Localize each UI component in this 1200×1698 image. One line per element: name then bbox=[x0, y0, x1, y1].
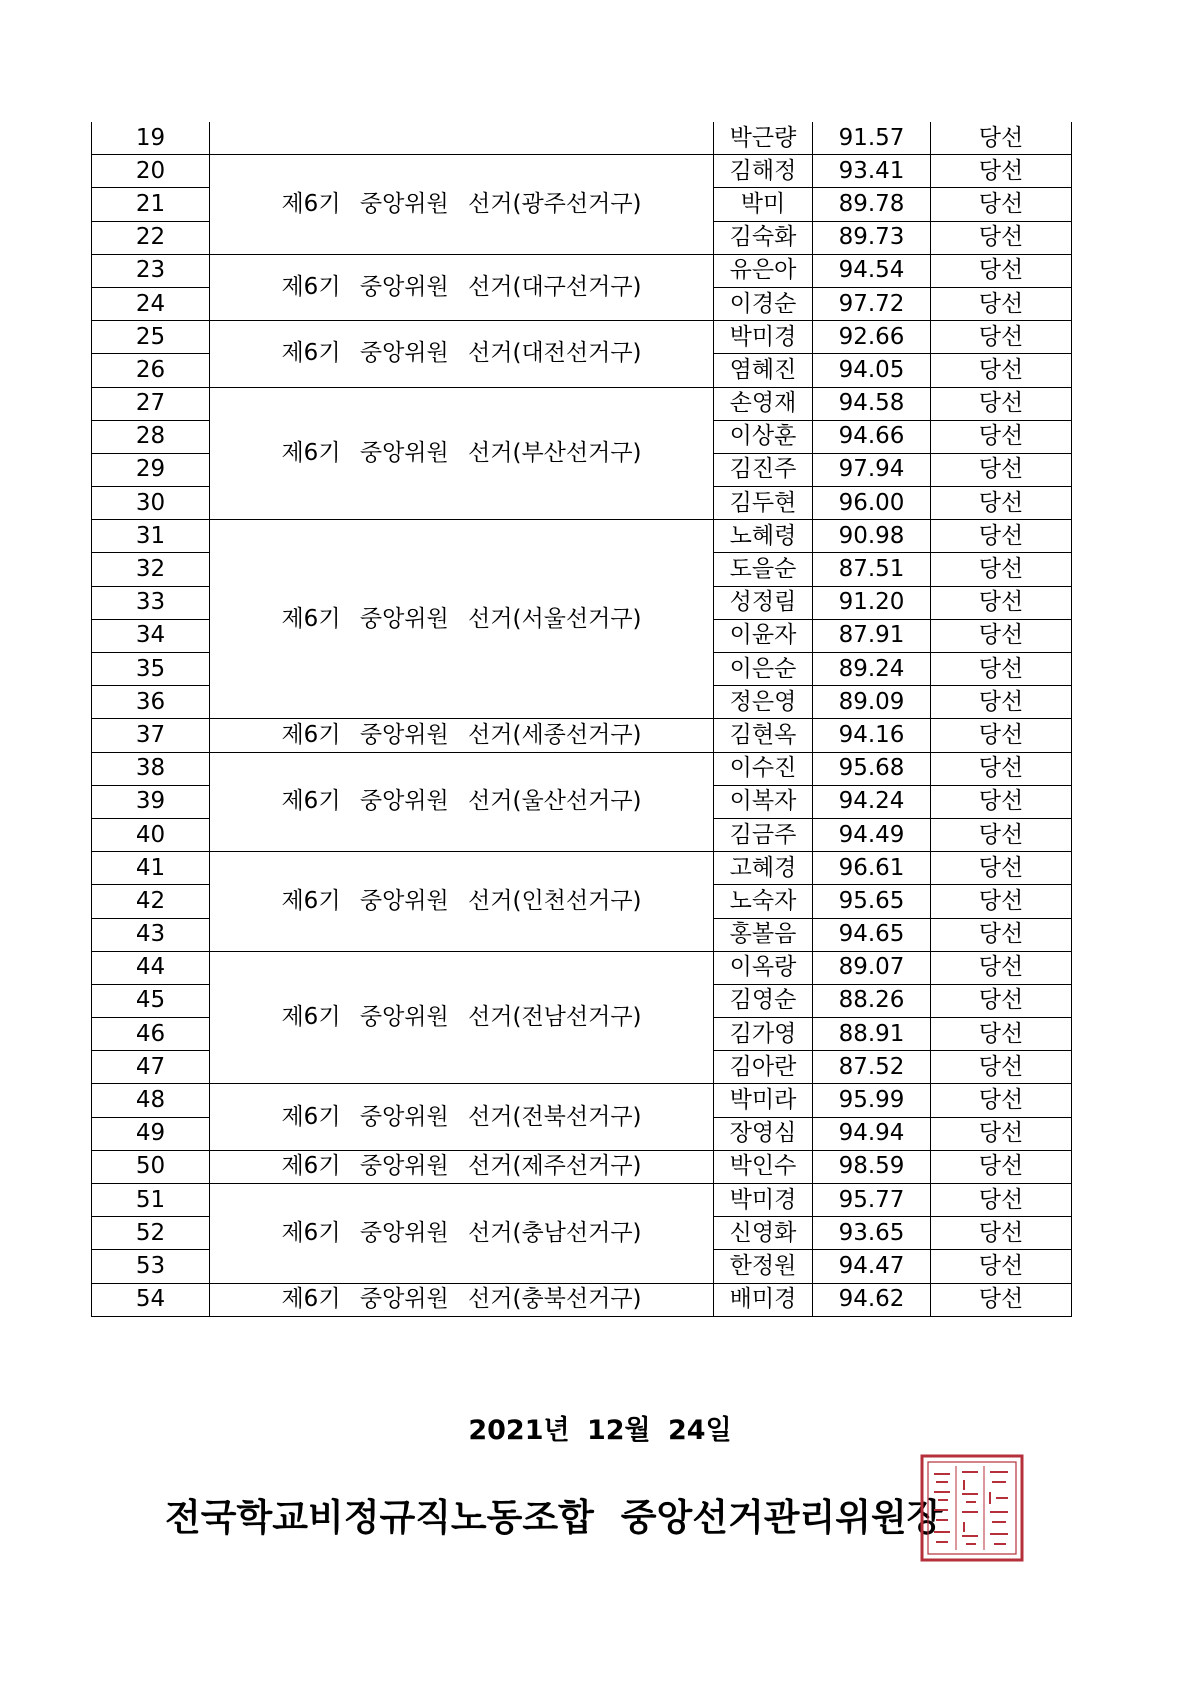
candidate-name: 김가영 bbox=[714, 1018, 813, 1051]
election-result: 당선 bbox=[931, 553, 1072, 586]
election-result: 당선 bbox=[931, 254, 1072, 287]
candidate-name: 노혜령 bbox=[714, 520, 813, 553]
election-result: 당선 bbox=[931, 818, 1072, 851]
table-row bbox=[92, 1184, 1072, 1217]
vote-rate: 94.47 bbox=[813, 1250, 931, 1283]
candidate-name: 유은아 bbox=[714, 254, 813, 287]
election-result: 당선 bbox=[931, 719, 1072, 752]
election-result: 당선 bbox=[931, 520, 1072, 553]
election-result: 당선 bbox=[931, 1217, 1072, 1250]
vote-rate: 89.24 bbox=[813, 653, 931, 686]
row-number: 28 bbox=[92, 420, 210, 453]
vote-rate: 94.94 bbox=[813, 1117, 931, 1150]
vote-rate: 95.68 bbox=[813, 752, 931, 785]
candidate-name: 김숙화 bbox=[714, 221, 813, 254]
vote-rate: 95.77 bbox=[813, 1184, 931, 1217]
candidate-name: 김영순 bbox=[714, 984, 813, 1017]
row-number: 38 bbox=[92, 752, 210, 785]
election-result: 당선 bbox=[931, 984, 1072, 1017]
table-row bbox=[92, 719, 1072, 752]
candidate-name: 노숙자 bbox=[714, 885, 813, 918]
candidate-name: 홍볼음 bbox=[714, 918, 813, 951]
row-number: 44 bbox=[92, 951, 210, 984]
issuer-signature: 전국학교비정규직노동조합 중앙선거관리위원장 bbox=[165, 1496, 943, 1539]
election-result: 당선 bbox=[931, 387, 1072, 420]
election-name: 제6기 중앙위원 선거(인천선거구) bbox=[210, 852, 714, 952]
candidate-name: 손영재 bbox=[714, 387, 813, 420]
row-number: 33 bbox=[92, 586, 210, 619]
vote-rate: 98.59 bbox=[813, 1150, 931, 1183]
vote-rate: 95.65 bbox=[813, 885, 931, 918]
election-results-table bbox=[91, 122, 1072, 1317]
election-name: 제6기 중앙위원 선거(충북선거구) bbox=[210, 1283, 714, 1316]
vote-rate: 94.16 bbox=[813, 719, 931, 752]
row-number: 20 bbox=[92, 155, 210, 188]
election-result: 당선 bbox=[931, 453, 1072, 486]
candidate-name: 이복자 bbox=[714, 785, 813, 818]
candidate-name: 정은영 bbox=[714, 686, 813, 719]
candidate-name: 고혜경 bbox=[714, 852, 813, 885]
candidate-name: 이윤자 bbox=[714, 619, 813, 652]
vote-rate: 97.72 bbox=[813, 287, 931, 320]
table-row bbox=[92, 254, 1072, 287]
vote-rate: 95.99 bbox=[813, 1084, 931, 1117]
row-number: 42 bbox=[92, 885, 210, 918]
table-row bbox=[92, 852, 1072, 885]
candidate-name: 김금주 bbox=[714, 818, 813, 851]
row-number: 37 bbox=[92, 719, 210, 752]
candidate-name: 박근량 bbox=[714, 122, 813, 155]
vote-rate: 94.58 bbox=[813, 387, 931, 420]
official-seal-stamp-icon bbox=[918, 1452, 1026, 1564]
vote-rate: 87.52 bbox=[813, 1051, 931, 1084]
election-name: 제6기 중앙위원 선거(전남선거구) bbox=[210, 951, 714, 1084]
election-result: 당선 bbox=[931, 1084, 1072, 1117]
candidate-name: 이상훈 bbox=[714, 420, 813, 453]
election-result: 당선 bbox=[931, 188, 1072, 221]
candidate-name: 성정림 bbox=[714, 586, 813, 619]
vote-rate: 87.51 bbox=[813, 553, 931, 586]
row-number: 46 bbox=[92, 1018, 210, 1051]
vote-rate: 90.98 bbox=[813, 520, 931, 553]
vote-rate: 93.65 bbox=[813, 1217, 931, 1250]
election-result: 당선 bbox=[931, 653, 1072, 686]
vote-rate: 94.65 bbox=[813, 918, 931, 951]
election-result: 당선 bbox=[931, 487, 1072, 520]
vote-rate: 93.41 bbox=[813, 155, 931, 188]
election-result: 당선 bbox=[931, 321, 1072, 354]
election-result: 당선 bbox=[931, 951, 1072, 984]
election-result: 당선 bbox=[931, 1250, 1072, 1283]
table-row bbox=[92, 122, 1072, 155]
election-result: 당선 bbox=[931, 122, 1072, 155]
row-number: 52 bbox=[92, 1217, 210, 1250]
election-name: 제6기 중앙위원 선거(울산선거구) bbox=[210, 752, 714, 852]
vote-rate: 96.00 bbox=[813, 487, 931, 520]
election-result: 당선 bbox=[931, 1283, 1072, 1316]
election-name: 제6기 중앙위원 선거(광주선거구) bbox=[210, 155, 714, 255]
election-name: 제6기 중앙위원 선거(대구선거구) bbox=[210, 254, 714, 320]
election-result: 당선 bbox=[931, 1051, 1072, 1084]
election-result: 당선 bbox=[931, 586, 1072, 619]
election-name: 제6기 중앙위원 선거(제주선거구) bbox=[210, 1150, 714, 1183]
row-number: 22 bbox=[92, 221, 210, 254]
election-name: 제6기 중앙위원 선거(서울선거구) bbox=[210, 520, 714, 719]
row-number: 26 bbox=[92, 354, 210, 387]
row-number: 47 bbox=[92, 1051, 210, 1084]
row-number: 32 bbox=[92, 553, 210, 586]
election-result: 당선 bbox=[931, 852, 1072, 885]
election-result: 당선 bbox=[931, 1018, 1072, 1051]
row-number: 34 bbox=[92, 619, 210, 652]
election-result: 당선 bbox=[931, 752, 1072, 785]
row-number: 35 bbox=[92, 653, 210, 686]
election-name: 제6기 중앙위원 선거(전북선거구) bbox=[210, 1084, 714, 1150]
row-number: 27 bbox=[92, 387, 210, 420]
election-name: 제6기 중앙위원 선거(부산선거구) bbox=[210, 387, 714, 520]
candidate-name: 도을순 bbox=[714, 553, 813, 586]
candidate-name: 이경순 bbox=[714, 287, 813, 320]
election-result: 당선 bbox=[931, 918, 1072, 951]
election-name bbox=[210, 122, 714, 155]
election-result: 당선 bbox=[931, 686, 1072, 719]
row-number: 36 bbox=[92, 686, 210, 719]
vote-rate: 94.05 bbox=[813, 354, 931, 387]
vote-rate: 87.91 bbox=[813, 619, 931, 652]
vote-rate: 92.66 bbox=[813, 321, 931, 354]
vote-rate: 89.73 bbox=[813, 221, 931, 254]
candidate-name: 김두현 bbox=[714, 487, 813, 520]
table-row bbox=[92, 1150, 1072, 1183]
vote-rate: 94.49 bbox=[813, 818, 931, 851]
vote-rate: 88.91 bbox=[813, 1018, 931, 1051]
vote-rate: 91.57 bbox=[813, 122, 931, 155]
row-number: 54 bbox=[92, 1283, 210, 1316]
vote-rate: 89.07 bbox=[813, 951, 931, 984]
table-row bbox=[92, 155, 1072, 188]
election-result: 당선 bbox=[931, 885, 1072, 918]
row-number: 43 bbox=[92, 918, 210, 951]
table-row bbox=[92, 951, 1072, 984]
candidate-name: 박미 bbox=[714, 188, 813, 221]
table-row bbox=[92, 1283, 1072, 1316]
candidate-name: 이옥랑 bbox=[714, 951, 813, 984]
candidate-name: 신영화 bbox=[714, 1217, 813, 1250]
election-result: 당선 bbox=[931, 354, 1072, 387]
row-number: 25 bbox=[92, 321, 210, 354]
election-name: 제6기 중앙위원 선거(충남선거구) bbox=[210, 1184, 714, 1284]
table-row bbox=[92, 520, 1072, 553]
row-number: 24 bbox=[92, 287, 210, 320]
vote-rate: 88.26 bbox=[813, 984, 931, 1017]
candidate-name: 이은순 bbox=[714, 653, 813, 686]
candidate-name: 김진주 bbox=[714, 453, 813, 486]
vote-rate: 94.66 bbox=[813, 420, 931, 453]
candidate-name: 장영심 bbox=[714, 1117, 813, 1150]
election-result: 당선 bbox=[931, 155, 1072, 188]
row-number: 21 bbox=[92, 188, 210, 221]
candidate-name: 김해정 bbox=[714, 155, 813, 188]
election-result: 당선 bbox=[931, 1150, 1072, 1183]
candidate-name: 이수진 bbox=[714, 752, 813, 785]
candidate-name: 박미경 bbox=[714, 321, 813, 354]
election-result: 당선 bbox=[931, 420, 1072, 453]
row-number: 50 bbox=[92, 1150, 210, 1183]
vote-rate: 94.62 bbox=[813, 1283, 931, 1316]
vote-rate: 91.20 bbox=[813, 586, 931, 619]
candidate-name: 염혜진 bbox=[714, 354, 813, 387]
row-number: 53 bbox=[92, 1250, 210, 1283]
candidate-name: 김현옥 bbox=[714, 719, 813, 752]
election-result: 당선 bbox=[931, 1117, 1072, 1150]
table-row bbox=[92, 387, 1072, 420]
row-number: 51 bbox=[92, 1184, 210, 1217]
election-name: 제6기 중앙위원 선거(대전선거구) bbox=[210, 321, 714, 387]
results-table-body bbox=[92, 122, 1072, 1316]
vote-rate: 89.78 bbox=[813, 188, 931, 221]
row-number: 19 bbox=[92, 122, 210, 155]
election-result: 당선 bbox=[931, 1184, 1072, 1217]
election-name: 제6기 중앙위원 선거(세종선거구) bbox=[210, 719, 714, 752]
row-number: 41 bbox=[92, 852, 210, 885]
vote-rate: 94.24 bbox=[813, 785, 931, 818]
candidate-name: 배미경 bbox=[714, 1283, 813, 1316]
row-number: 30 bbox=[92, 487, 210, 520]
document-date: 2021년 12월 24일 bbox=[468, 1415, 732, 1446]
row-number: 40 bbox=[92, 818, 210, 851]
vote-rate: 96.61 bbox=[813, 852, 931, 885]
election-result: 당선 bbox=[931, 221, 1072, 254]
election-result: 당선 bbox=[931, 785, 1072, 818]
vote-rate: 94.54 bbox=[813, 254, 931, 287]
row-number: 49 bbox=[92, 1117, 210, 1150]
row-number: 39 bbox=[92, 785, 210, 818]
election-result: 당선 bbox=[931, 619, 1072, 652]
row-number: 48 bbox=[92, 1084, 210, 1117]
candidate-name: 박미경 bbox=[714, 1184, 813, 1217]
candidate-name: 한정원 bbox=[714, 1250, 813, 1283]
row-number: 45 bbox=[92, 984, 210, 1017]
row-number: 23 bbox=[92, 254, 210, 287]
table-row bbox=[92, 752, 1072, 785]
vote-rate: 97.94 bbox=[813, 453, 931, 486]
table-row bbox=[92, 321, 1072, 354]
row-number: 29 bbox=[92, 453, 210, 486]
vote-rate: 89.09 bbox=[813, 686, 931, 719]
candidate-name: 박인수 bbox=[714, 1150, 813, 1183]
row-number: 31 bbox=[92, 520, 210, 553]
candidate-name: 박미라 bbox=[714, 1084, 813, 1117]
election-result: 당선 bbox=[931, 287, 1072, 320]
candidate-name: 김아란 bbox=[714, 1051, 813, 1084]
table-row bbox=[92, 1084, 1072, 1117]
